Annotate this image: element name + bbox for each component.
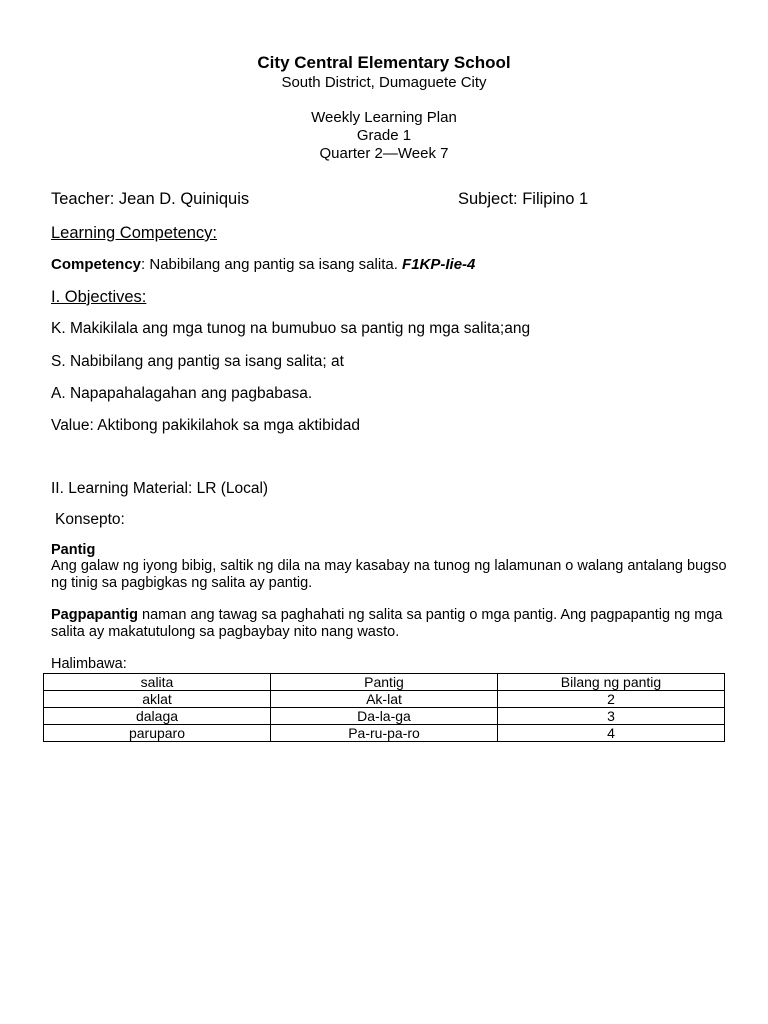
table-header-cell: Bilang ng pantig [498, 674, 725, 691]
halimbawa-label: Halimbawa: [51, 656, 127, 672]
objective-value: Value: Aktibong pakikilahok sa mga aktibidad [51, 417, 361, 434]
table-header-cell: salita [44, 674, 271, 691]
table-row [44, 725, 725, 742]
table-cell: Ak-lat [271, 691, 498, 708]
table-cell: aklat [44, 691, 271, 708]
table-row [44, 691, 725, 708]
pantig-heading: Pantig [51, 542, 96, 558]
table-row [44, 708, 725, 725]
learning-competency-heading: Learning Competency: [51, 224, 218, 242]
table-cell: Pa-ru-pa-ro [271, 725, 498, 742]
objective-skill: S. Nabibilang ang pantig sa isang salita; at [51, 353, 344, 370]
table-cell: 2 [498, 691, 725, 708]
competency-code: F1KP-Iie-4 [402, 256, 476, 273]
table-cell: paruparo [44, 725, 271, 742]
konsepto-label: Konsepto: [55, 511, 125, 528]
learning-material-heading: II. Learning Material: LR (Local) [51, 480, 269, 497]
pagpapantig-text: naman ang tawag sa paghahati ng salita sa pantig o mga pantig. Ang pagpapantig ng mga salita ay makatutulong sa pagbaybay nito nang wasto. [51, 607, 723, 640]
table-cell: 3 [498, 708, 725, 725]
example-table [43, 673, 725, 742]
competency-label: Competency [51, 256, 142, 273]
table-cell: Da-la-ga [271, 708, 498, 725]
quarter-week: Quarter 2—Week 7 [319, 145, 449, 162]
table-cell: 4 [498, 725, 725, 742]
table-header-row [44, 674, 725, 691]
pantig-definition: Ang galaw ng iyong bibig, saltik ng dila na may kasabay na tunog ng lalamunan o walang antalang bugso ng tinig sa pagbigkas ng salita ay pantig. [51, 558, 727, 591]
objectives-heading: I. Objectives: [51, 288, 147, 306]
grade-level: Grade 1 [356, 127, 412, 144]
competency-text: : Nabibilang ang pantig sa isang salita. [141, 256, 403, 273]
subject-line: Subject: Filipino 1 [458, 190, 589, 208]
pagpapantig-paragraph [51, 607, 741, 640]
objective-knowledge: K. Makikilala ang mga tunog na bumubuo sa pantig ng mga salita;ang [51, 320, 531, 337]
objective-attitude: A. Napapahalagahan ang pagbabasa. [51, 385, 313, 402]
school-district: South District, Dumaguete City [281, 74, 487, 91]
table-cell: dalaga [44, 708, 271, 725]
pagpapantig-term: Pagpapantig [51, 607, 139, 623]
competency-line [51, 256, 475, 273]
table-header-cell: Pantig [271, 674, 498, 691]
teacher-line: Teacher: Jean D. Quiniquis [51, 190, 250, 208]
school-name: City Central Elementary School [257, 53, 511, 72]
plan-title: Weekly Learning Plan [311, 109, 457, 126]
